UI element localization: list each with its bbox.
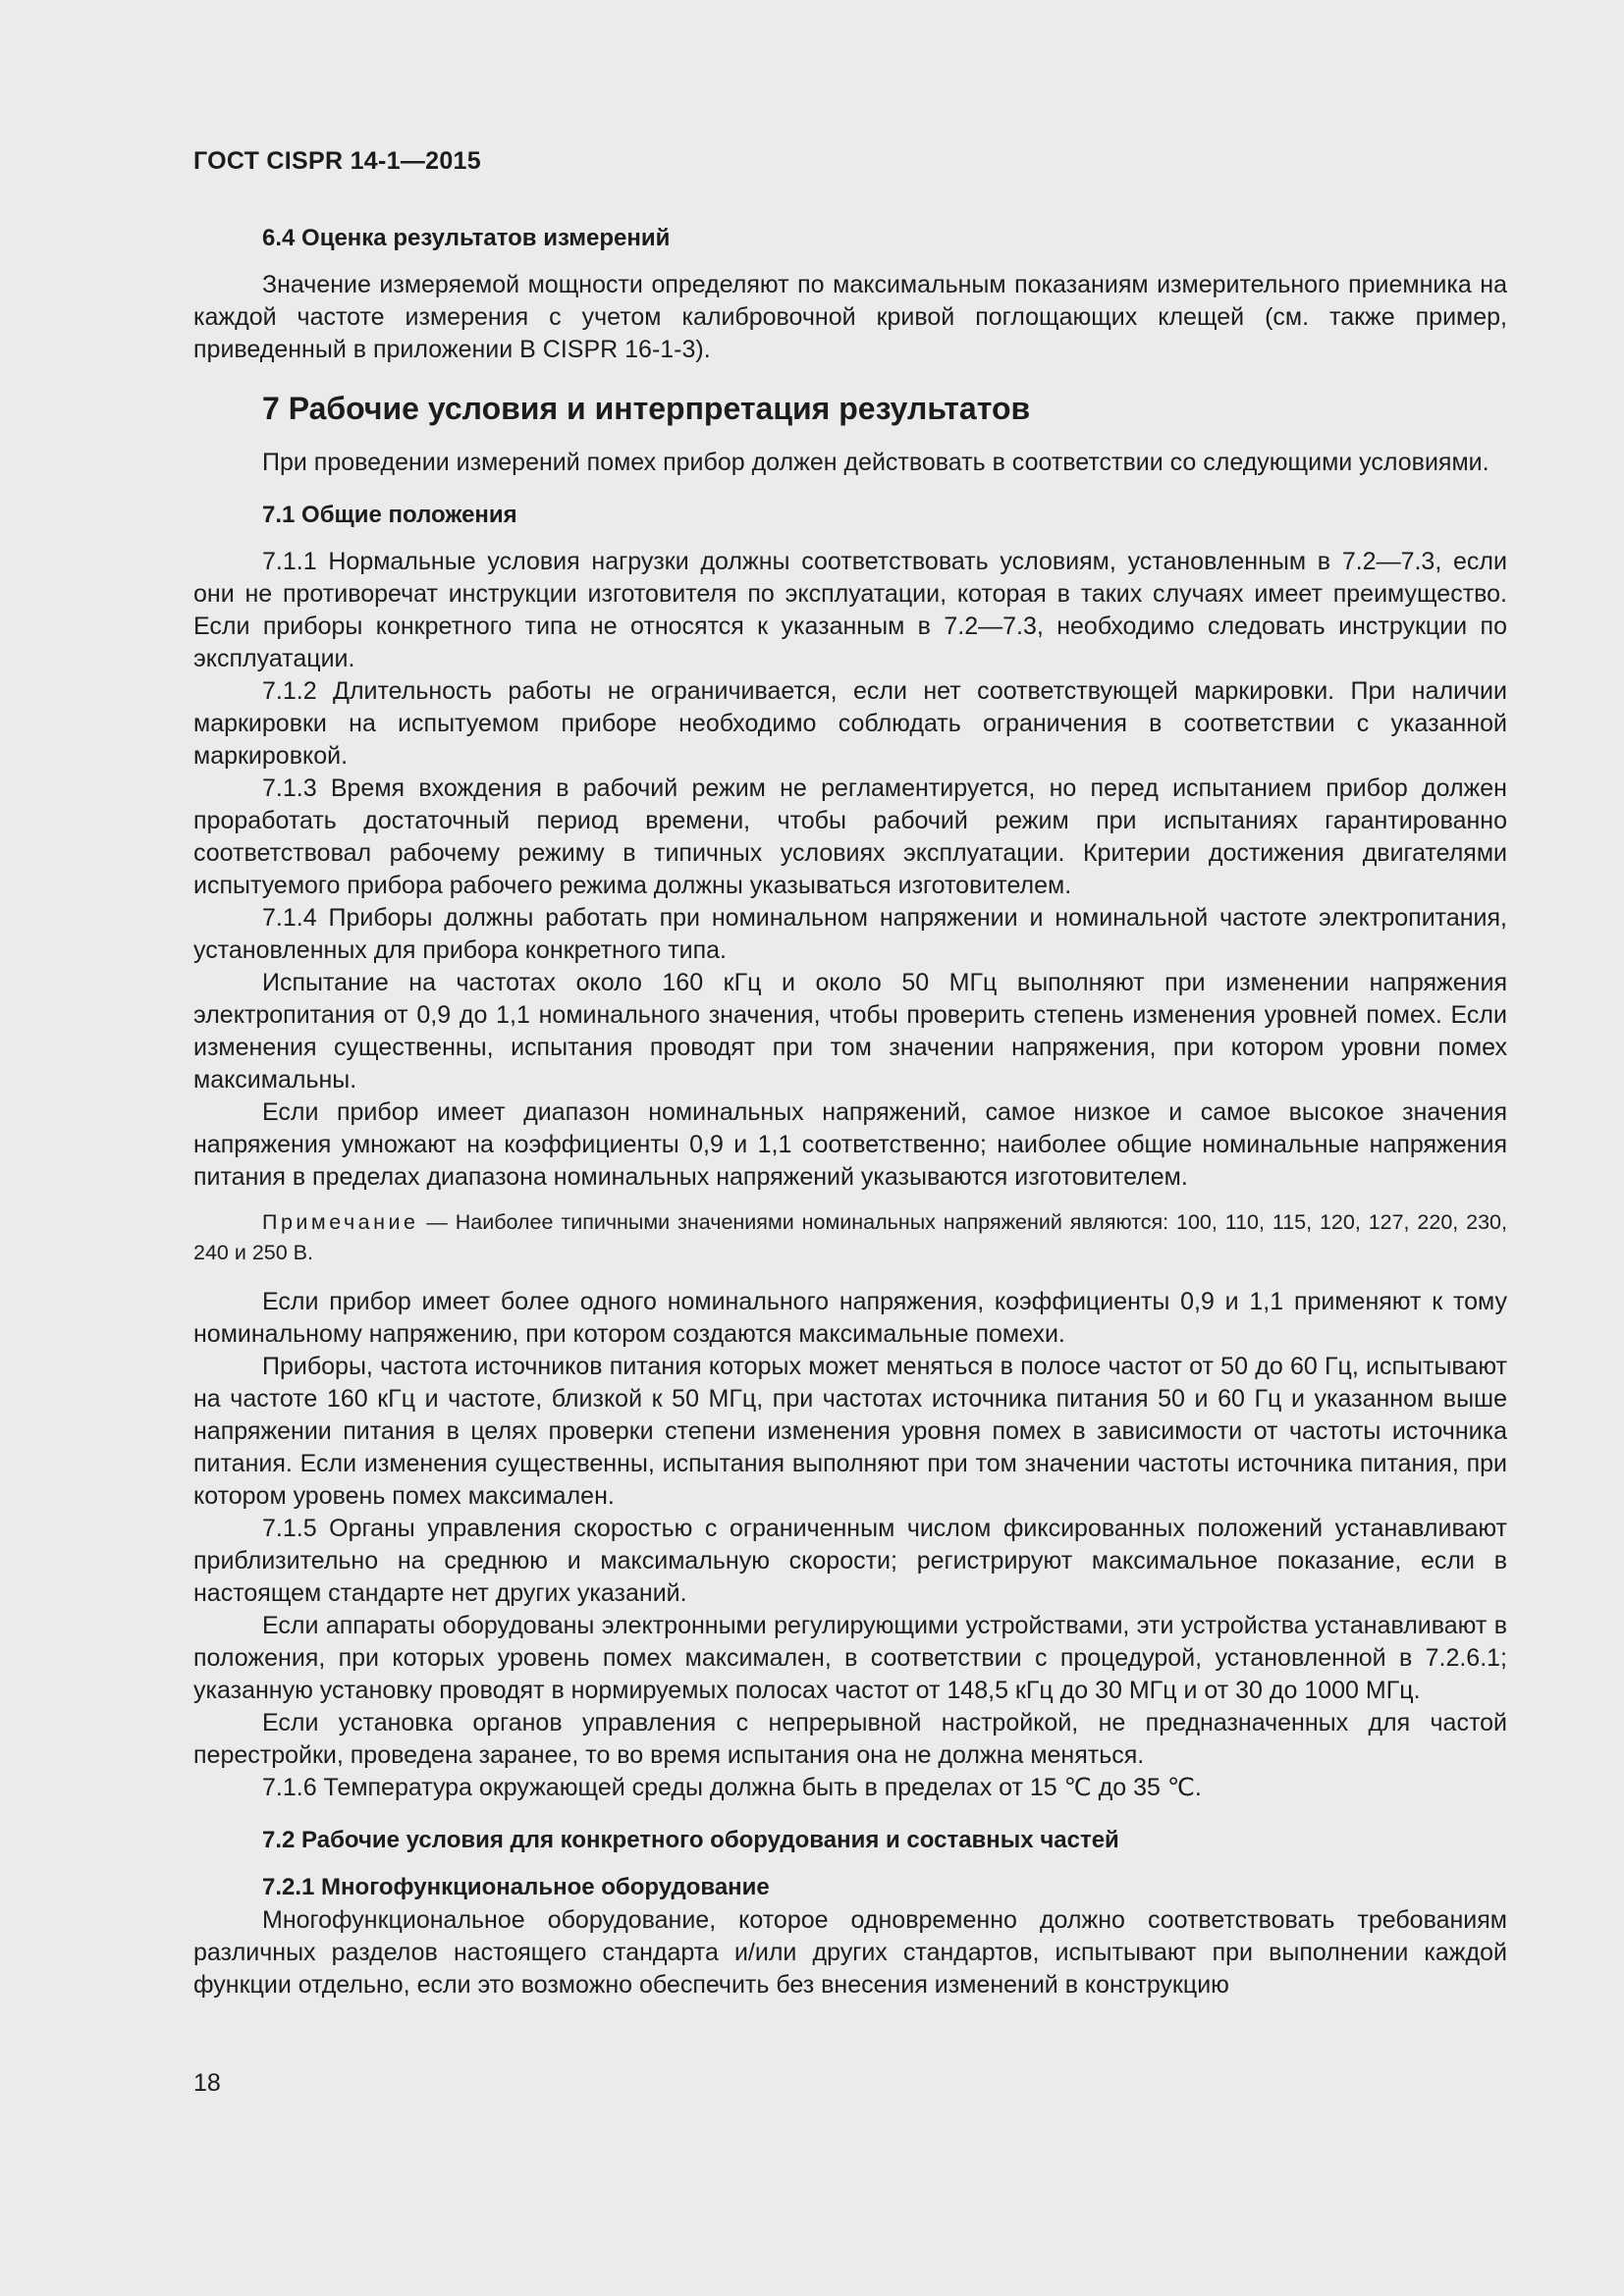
section-6-4-heading: 6.4 Оценка результатов измерений	[262, 225, 671, 251]
document-header: ГОСТ CISPR 14-1—2015	[193, 147, 481, 175]
paragraph-electronic-controls: Если аппараты оборудованы электронными регулирующими устройствами, эти устройства устанавливают в положения, при которых уровень помех максимален, в соответствии с процедурой, установленной в 7.2.6.1; указанную установку проводят в нормируемых полосах частот от 148,5 кГц до 30 МГц и от 30 до 1000 МГц.	[193, 1612, 1507, 1704]
page-number: 18	[193, 2069, 221, 2097]
paragraph-continuous-controls: Если установка органов управления с непрерывной настройкой, не предназначенных для частой перестройки, проведена заранее, то во время испытания она не должна меняться.	[193, 1709, 1507, 1769]
clause-7-1-3: 7.1.3 Время вхождения в рабочий режим не регламентируется, но перед испытанием прибор должен проработать достаточный период времени, чтобы рабочий режим при испытаниях гарантированно соответствовал рабочему режиму в типичных условиях эксплуатации. Критерии достижения двигателями испытуемого прибора рабочего режима должны указываться изготовителем.	[193, 774, 1507, 899]
clause-7-1-1: 7.1.1 Нормальные условия нагрузки должны соответствовать условиям, установленным в 7.2—7.3, если они не противоречат инструкции изготовителя по эксплуатации, которая в таких случаях имеет преимущество. Если приборы конкретного типа не относятся к указанным в 7.2—7.3, необходимо следовать инструкции по эксплуатации.	[193, 548, 1507, 672]
section-7-intro: При проведении измерений помех прибор должен действовать в соответствии со следующими условиями.	[262, 449, 1489, 476]
paragraph-voltage-test: Испытание на частотах около 160 кГц и около 50 МГц выполняют при изменении напряжения электропитания от 0,9 до 1,1 номинального значения, чтобы проверить степень изменения уровней помех. Если изменения существенны, испытания проводят при том значении напряжения, при котором уровни помех максимальны.	[193, 969, 1507, 1094]
paragraph-voltage-range: Если прибор имеет диапазон номинальных напряжений, самое низкое и самое высокое значения напряжения умножают на коэффициенты 0,9 и 1,1 соответственно; наиболее общие номинальные напряжения питания в пределах диапазона номинальных напряжений указываются изготовителем.	[193, 1098, 1507, 1191]
section-6-4-paragraph: Значение измеряемой мощности определяют по максимальным показаниям измерительного приемника на каждой частоте измерения с учетом калибровочной кривой поглощающих клещей (см. также пример, приведенный в приложении В CISPR 16-1-3).	[193, 271, 1507, 363]
paragraph-multiple-voltages: Если прибор имеет более одного номинального напряжения, коэффициенты 0,9 и 1,1 применяют к тому номинальному напряжению, при котором создаются максимальные помехи.	[193, 1288, 1507, 1348]
paragraph-frequency-range: Приборы, частота источников питания которых может меняться в полосе частот от 50 до 60 Гц, испытывают на частоте 160 кГц и частоте, близкой к 50 МГц, при частотах источника питания 50 и 60 Гц и указанном выше напряжении питания в целях проверки степени изменения уровня помех в зависимости от частоты источника питания. Если изменения существенны, испытания выполняют при том значении частоты источника питания, при котором уровень помех максимален.	[193, 1353, 1507, 1510]
clause-7-1-6: 7.1.6 Температура окружающей среды должна быть в пределах от 15 ℃ до 35 ℃.	[262, 1774, 1202, 1801]
clause-7-2-1-paragraph: Многофункциональное оборудование, которое одновременно должно соответствовать требованиям различных разделов настоящего стандарта и/или других стандартов, испытывают при выполнении каждой функции отдельно, если это возможно обеспечить без внесения изменений в конструкцию	[193, 1906, 1507, 1999]
section-7-1-heading: 7.1 Общие положения	[262, 502, 517, 528]
clause-7-1-5: 7.1.5 Органы управления скоростью с ограниченным числом фиксированных положений устанавливают приблизительно на среднюю и максимальную скорости; регистрируют максимальное показание, если в настоящем стандарте нет других указаний.	[193, 1515, 1507, 1607]
section-7-2-1-heading: 7.2.1 Многофункциональное оборудование	[262, 1874, 770, 1900]
section-7-heading: 7 Рабочие условия и интерпретация результатов	[262, 391, 1031, 426]
clause-7-1-2: 7.1.2 Длительность работы не ограничивается, если нет соответствующей маркировки. При наличии маркировки на испытуемом приборе необходимо соблюдать ограничения в соответствии с указанной маркировкой.	[193, 677, 1507, 770]
note-label: Примечание	[262, 1210, 419, 1234]
clause-7-1-4: 7.1.4 Приборы должны работать при номинальном напряжении и номинальной частоте электропитания, установленных для прибора конкретного типа.	[193, 904, 1507, 964]
note	[193, 1207, 1507, 1268]
section-7-2-heading: 7.2 Рабочие условия для конкретного оборудования и составных частей	[262, 1827, 1119, 1853]
note-text: — Наиболее типичными значениями номинальных напряжений являются: 100, 110, 115, 120, 127, 220, 230, 240 и 250 В.	[193, 1210, 1507, 1264]
document-body	[193, 222, 1507, 2002]
